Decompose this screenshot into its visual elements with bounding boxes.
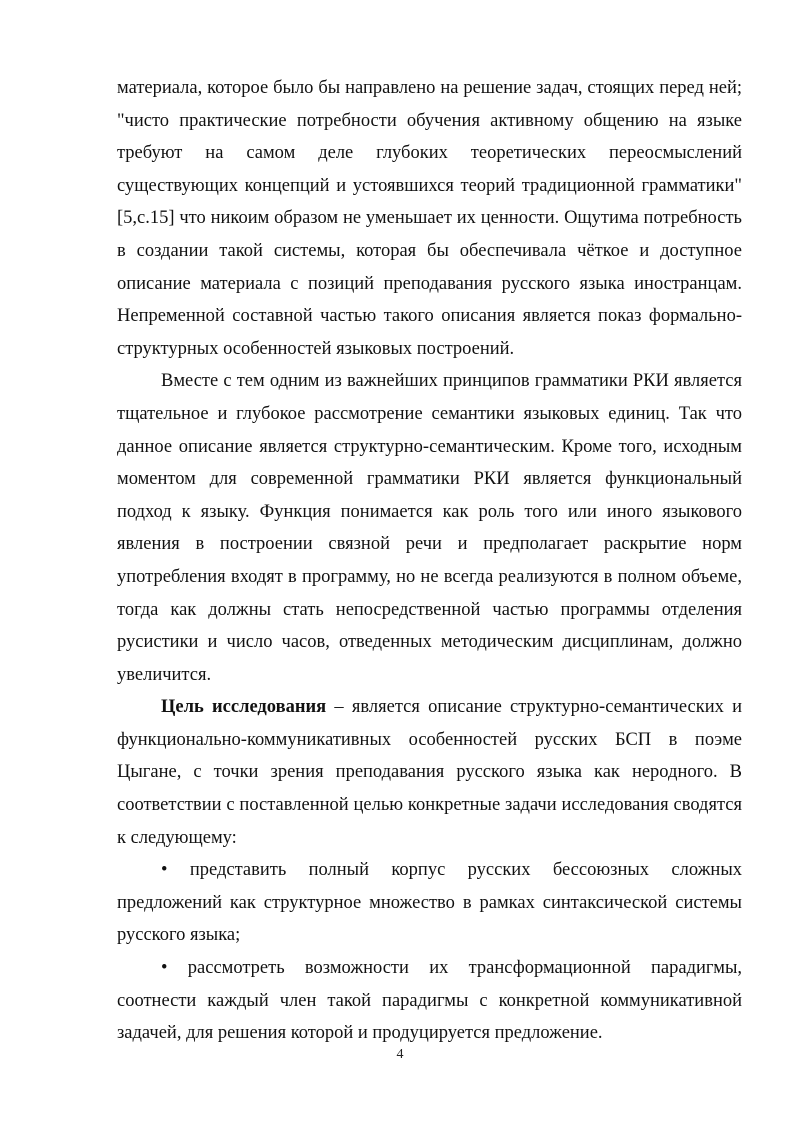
bullet-item-1 <box>117 854 742 952</box>
bullet-item-1-text: представить полный корпус русских бессоюзных сложных предложений как структурное множество в рамках синтаксической системы русского языка; <box>117 860 743 946</box>
bullet-item-2-text: рассмотреть возможности их трансформационной парадигмы, соотнести каждый член такой парадигмы с конкретной коммуникативной задачей, для решения которой и продуцируется предложение. <box>117 958 742 1044</box>
research-goal-heading: Цель исследования <box>161 697 327 718</box>
bullet-marker: • <box>161 958 168 979</box>
paragraph-2: Вместе с тем одним из важнейших принципов грамматики РКИ является тщательное и глубокое рассмотрение семантики языковых единиц. Так что данное описание является структурно-семантическим. Кроме того, исходным моментом для современной грамматики РКИ является функциональный подход к языку. Функция понимается как роль того или иного языкового явления в построении связной речи и предполагает раскрытие норм употребления входят в программу, но не всегда реализуются в полном объеме, тогда как должны стать непосредственной частью программы отделения русистики и число часов, отведенных методическим дисциплинам, должно увеличится. <box>117 371 742 685</box>
bullet-marker: • <box>161 860 168 881</box>
page-number: 4 <box>396 1047 404 1062</box>
body-text <box>117 72 742 1050</box>
paragraph-3 <box>117 691 742 854</box>
paragraph-3-text: – является описание структурно-семантических и функционально-коммуникативных особенностей русских БСП в поэме Цыгане, с точки зрения преподавания русского языка как неродного. В соответствии с поставленной целью конкретные задачи исследования сводятся к следующему: <box>117 697 742 848</box>
paragraph-1: материала, которое было бы направлено на решение задач, стоящих перед ней; "чисто практические потребности обучения активному общению на языке требуют на самом деле глубоких теоретических переосмыслений существующих концепций и устоявшихся теорий традиционной грамматики" [5,с.15] что никоим образом не уменьшает их ценности. Ощутима потребность в создании такой системы, которая бы обеспечивала чёткое и доступное описание материала с позиций преподавания русского языка иностранцам. Непременной составной частью такого описания является показ формально-структурных особенностей языковых построений. <box>117 78 742 359</box>
bullet-item-2 <box>117 952 742 1050</box>
